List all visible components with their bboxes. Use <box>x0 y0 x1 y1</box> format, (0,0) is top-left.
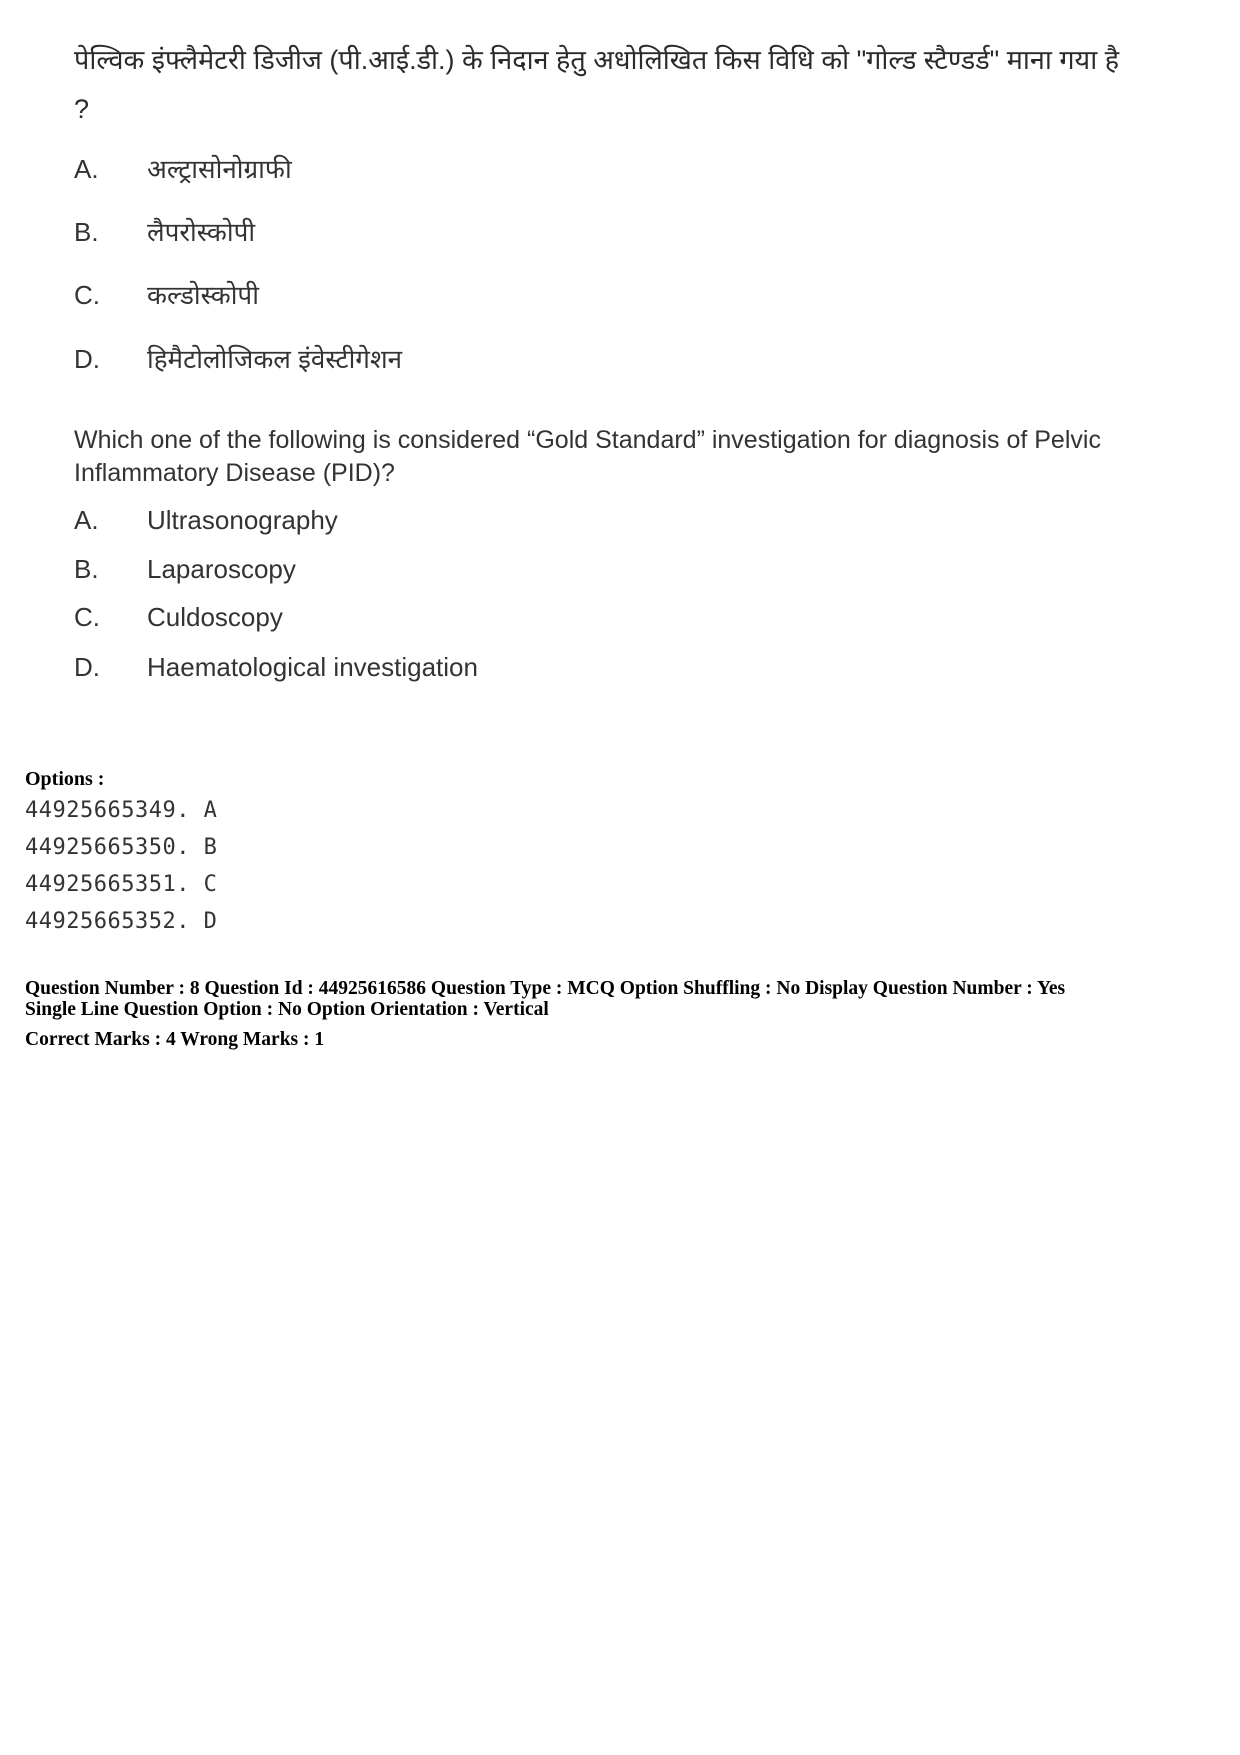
english-option-a <box>74 503 338 537</box>
option-text: हिमैटोलोजिकल इंवेस्टीगेशन <box>147 344 403 374</box>
question-english: Which one of the following is considered “Gold Standard” investigation for diagnosis of Pelvic Inflammatory Disease (PID)? <box>74 426 1101 487</box>
option-text: Laparoscopy <box>147 554 296 584</box>
option-letter: A. <box>74 505 99 535</box>
question-meta-line3: Correct Marks : 4 Wrong Marks : 1 <box>25 1029 325 1050</box>
hindi-option-d <box>74 342 402 376</box>
option-id-a: 44925665349. A <box>25 798 218 823</box>
option-text: Ultrasonography <box>147 505 338 535</box>
option-text: कल्डोस्कोपी <box>147 280 259 310</box>
option-letter: A. <box>74 154 99 184</box>
question-meta-line1: Question Number : 8 Question Id : 44925616586 Question Type : MCQ Option Shuffling : No Display Question Number : Yes <box>25 978 1066 999</box>
option-id-b: 44925665350. B <box>25 835 218 860</box>
option-text: Culdoscopy <box>147 602 283 632</box>
option-id-c: 44925665351. C <box>25 872 218 897</box>
hindi-option-b <box>74 215 255 249</box>
option-text: Haematological investigation <box>147 652 478 682</box>
english-option-b <box>74 552 296 586</box>
option-letter: B. <box>74 554 99 584</box>
option-letter: C. <box>74 280 100 310</box>
option-letter: D. <box>74 344 100 374</box>
option-id-d: 44925665352. D <box>25 909 218 934</box>
hindi-option-c <box>74 278 259 312</box>
option-letter: B. <box>74 217 99 247</box>
english-option-c <box>74 600 283 634</box>
option-letter: D. <box>74 652 100 682</box>
option-letter: C. <box>74 602 100 632</box>
hindi-option-a <box>74 152 292 186</box>
option-text: लैपरोस्कोपी <box>147 217 256 247</box>
question-meta-line2: Single Line Question Option : No Option Orientation : Vertical <box>25 999 549 1020</box>
options-label: Options : <box>25 768 105 790</box>
english-option-d <box>74 650 478 684</box>
option-text: अल्ट्रासोनोग्राफी <box>147 154 292 184</box>
question-hindi: पेल्विक इंफ्लैमेटरी डिजीज (पी.आई.डी.) के निदान हेतु अधोलिखित किस विधि को "गोल्ड स्टैण्डर्ड" माना गया है ? <box>74 45 1120 124</box>
